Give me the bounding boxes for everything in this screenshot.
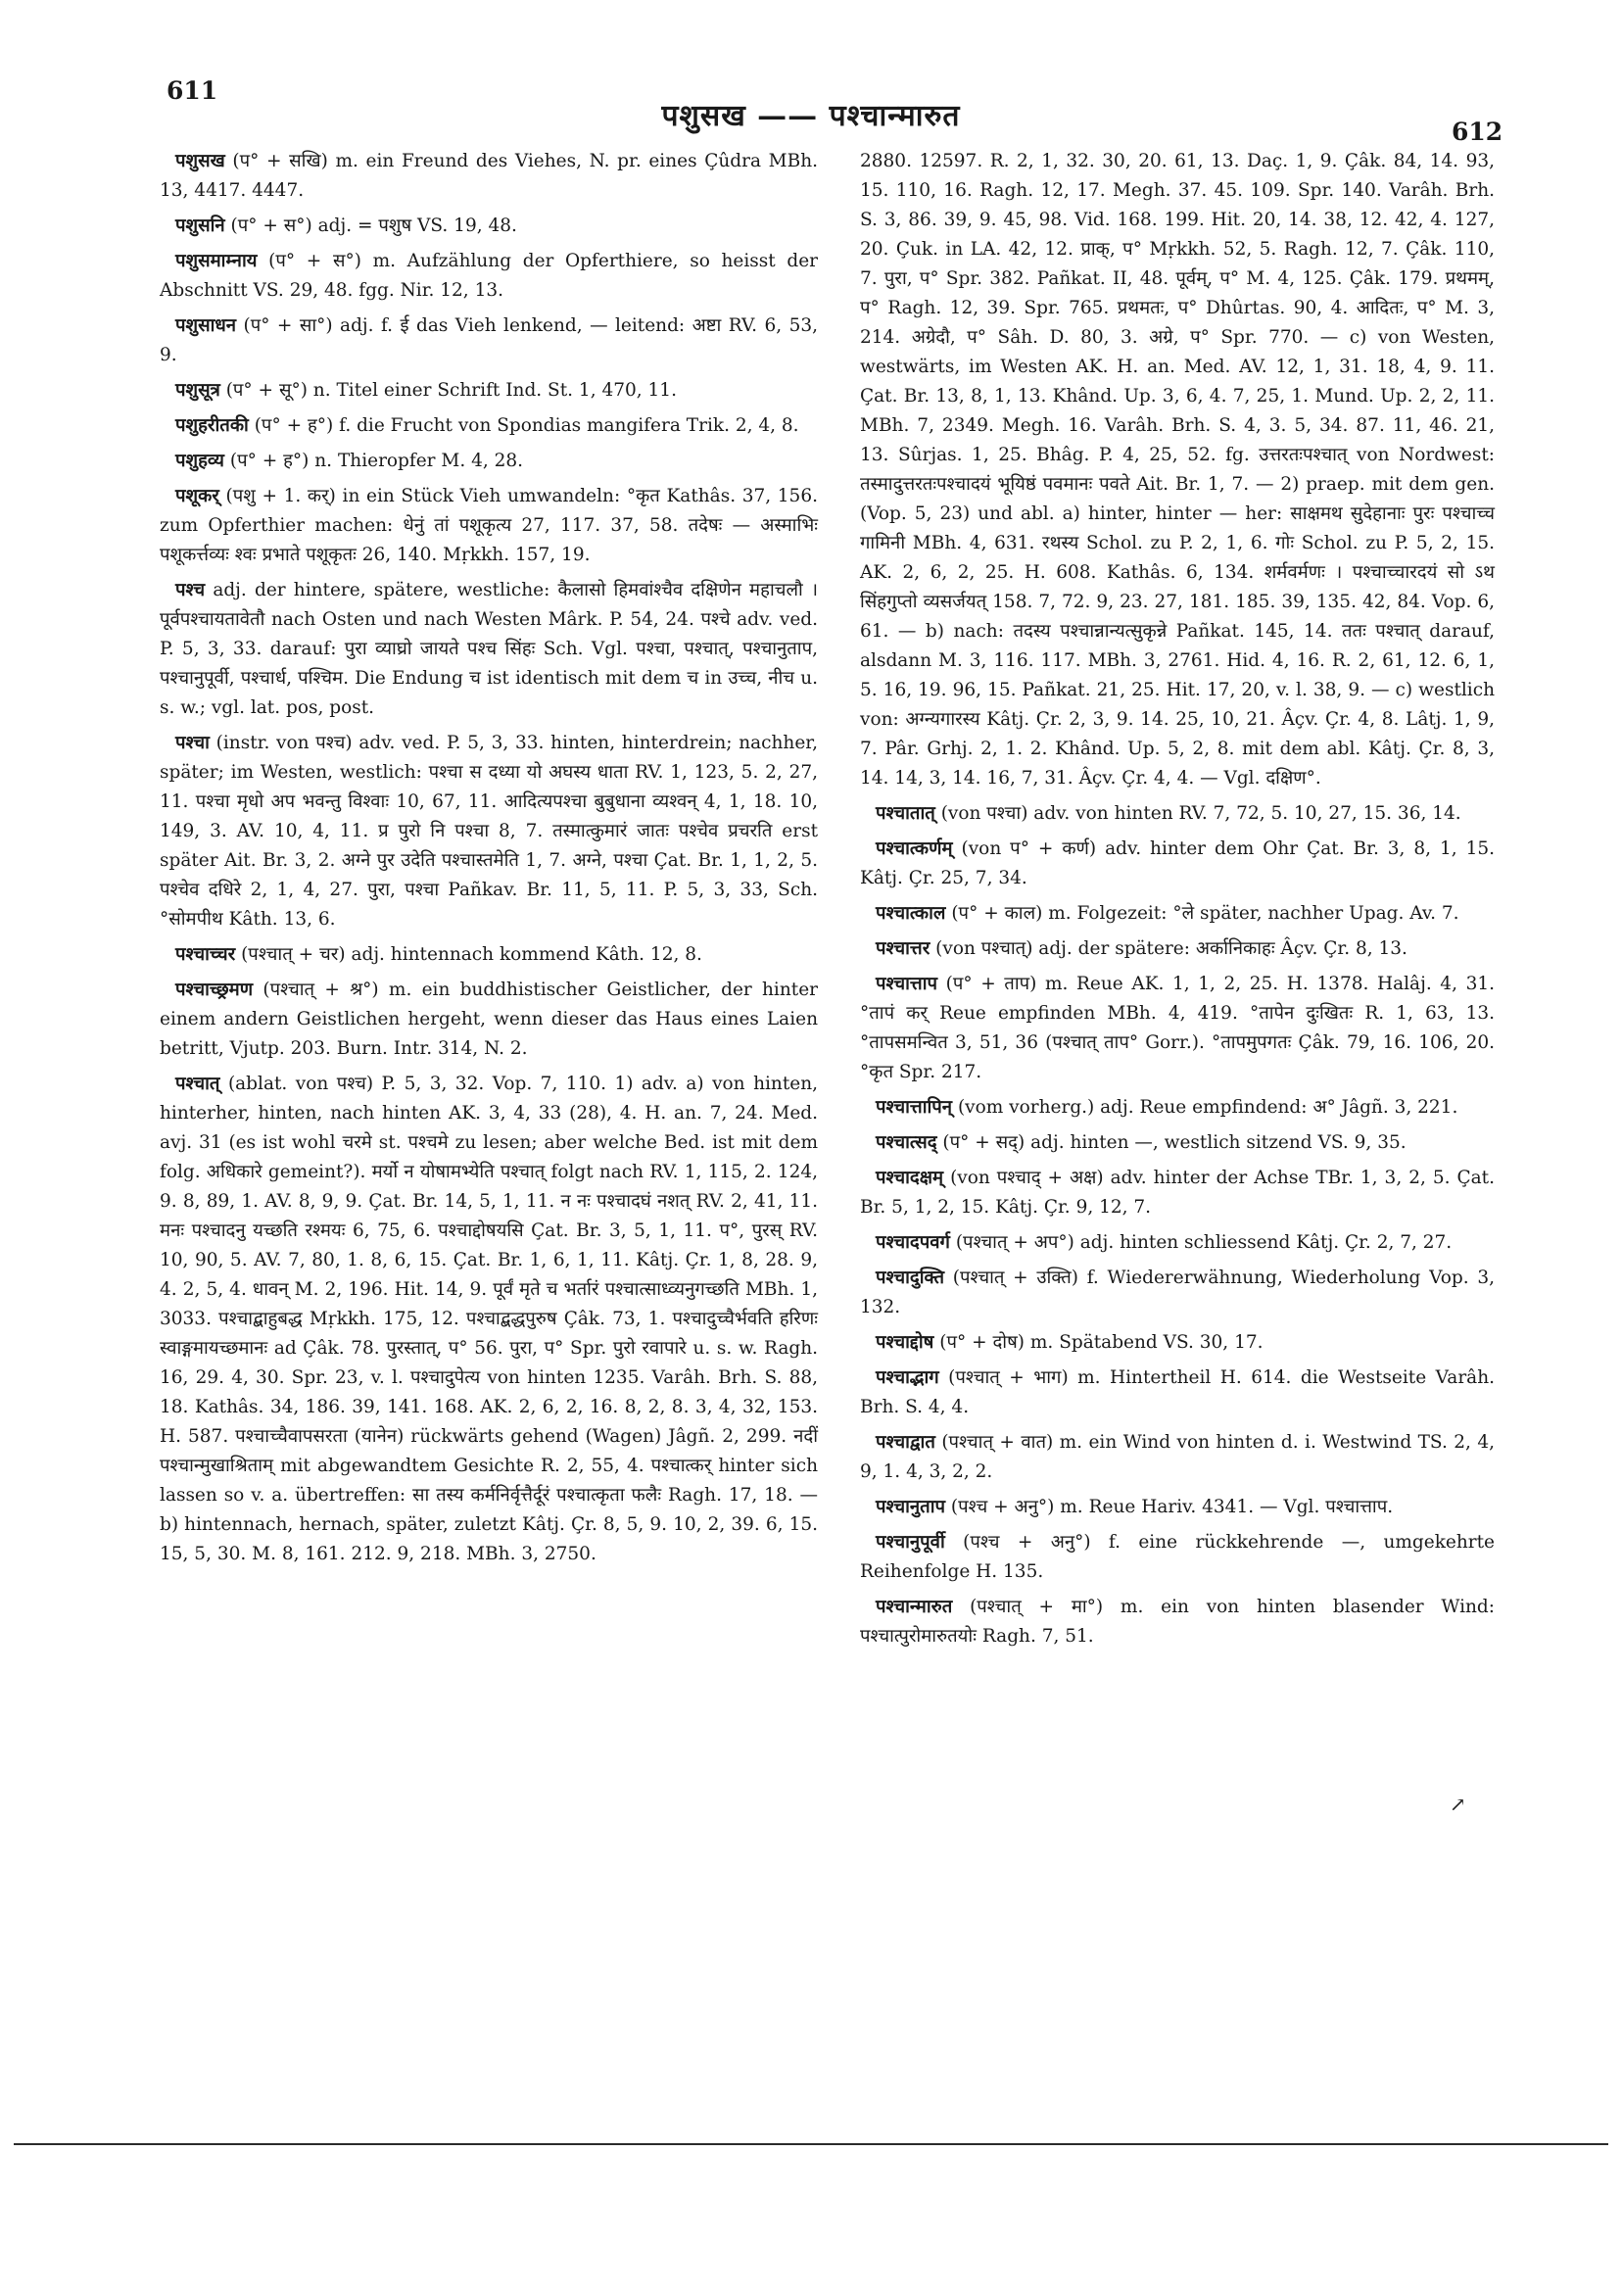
- entry-headword: पश्चातात्: [876, 803, 935, 824]
- entry-headword: पश्च: [175, 580, 206, 600]
- entry-headword: पश्चाच्चर: [175, 944, 236, 965]
- dictionary-entry: [860, 1528, 1495, 1587]
- page-number-left: 611: [167, 76, 218, 105]
- entry-definition: (पश्चात् + चर) adj. hintennach kommend Kâth. 12, 8.: [241, 944, 702, 965]
- dictionary-entry: [160, 940, 818, 970]
- entry-headword: पश्चात्सद्: [876, 1132, 937, 1153]
- dictionary-entry: [160, 976, 818, 1064]
- entry-definition: (von पश्चात्) adj. der spätere: अर्कानिकाहः Âçv. Çr. 8, 13.: [935, 938, 1407, 959]
- dictionary-entry: [160, 447, 818, 476]
- dictionary-entry: [860, 1128, 1495, 1158]
- entry-headword: पश्चात्: [175, 1074, 220, 1094]
- left-column: [160, 147, 818, 1575]
- dictionary-entry: [860, 147, 1495, 793]
- entry-headword: पश्चाच्छ्रमण: [175, 980, 254, 1000]
- entry-definition: (प° + सद्) adj. hinten —, westlich sitzend VS. 9, 35.: [942, 1132, 1407, 1153]
- dictionary-entry: [860, 835, 1495, 893]
- dictionary-entry: [860, 1264, 1495, 1322]
- dictionary-entry: [160, 311, 818, 370]
- entry-headword: पशुसख: [175, 151, 225, 171]
- dictionary-entry: [160, 212, 818, 241]
- page-number-right: 612: [1452, 118, 1503, 146]
- entry-headword: पशुसमाम्नाय: [175, 251, 258, 271]
- entry-definition: adj. der hintere, spätere, westliche: कैलासो हिमवांश्चैव दक्षिणेन महाचलौ । पूर्वपश्चायतावेतौ nach Osten und nach Westen Mârk. P. 54, 24. पश्चे adv. ved. P. 5, 3, 33. darauf: पुरा व्याघ्रो जायते पश्च सिंहः Sch. Vgl. पश्चा, पश्चात्, पश्चानुताप, पश्चानुपूर्वी, पश्चार्ध, पश्चिम. Die Endung च ist identisch mit dem च in उच्च, नीच u. s. w.; vgl. lat. pos, post.: [160, 580, 819, 718]
- entry-definition: (von पश्चा) adv. von hinten RV. 7, 72, 5. 10, 27, 15. 36, 14.: [940, 803, 1461, 824]
- dictionary-entry: [860, 799, 1495, 829]
- dictionary-entry: [860, 1428, 1495, 1487]
- dictionary-entry: [860, 970, 1495, 1087]
- dictionary-entry: [860, 1363, 1495, 1422]
- margin-mark: ↗: [1450, 1793, 1466, 1816]
- entry-definition: (प° + दोष) m. Spätabend VS. 30, 17.: [939, 1332, 1264, 1353]
- entry-definition: (प° + स°) adj. = पशुष VS. 19, 48.: [230, 215, 517, 236]
- footer-rule: [14, 2143, 1608, 2145]
- entry-headword: पश्चाद्भाग: [876, 1367, 939, 1388]
- entry-definition: (von पश्चाद् + अक्ष) adv. hinter der Achse TBr. 1, 3, 2, 5. Çat. Br. 5, 1, 2, 15. Kâtj. Çr. 9, 12, 7.: [860, 1168, 1495, 1218]
- entry-headword: पशुसनि: [175, 215, 225, 236]
- entry-headword: पश्चानुताप: [876, 1497, 946, 1517]
- entry-headword: पश्चात्ताप: [876, 974, 937, 994]
- entry-headword: पश्चात्तर: [876, 938, 930, 959]
- entry-definition: (vom vorherg.) adj. Reue empfindend: अ° Jâgñ. 3, 221.: [957, 1097, 1458, 1118]
- entry-headword: पश्चाद्वात: [876, 1432, 935, 1453]
- entry-definition: (पश्च + अनु°) f. eine rückkehrende —, umgekehrte Reihenfolge H. 135.: [860, 1532, 1495, 1582]
- dictionary-entry: [860, 1093, 1495, 1123]
- entry-definition: (von प° + कर्ण) adv. hinter dem Ohr Çat. Br. 3, 8, 1, 15. Kâtj. Çr. 25, 7, 34.: [860, 838, 1495, 888]
- entry-definition: (प° + काल) m. Folgezeit: °ले später, nachher Upag. Av. 7.: [951, 903, 1459, 924]
- entry-definition: (प° + ताप) m. Reue AK. 1, 1, 2, 25. H. 1378. Halâj. 4, 31. °तापं कर् Reue empfinden MBh. 4, 419. °तापेन दुःखितः R. 1, 63, 13. °तापसमन्वित 3, 51, 36 (पश्चात् ताप° Gorr.). °तापमुपगतः Çâk. 79, 16. 106, 20. °कृत Spr. 217.: [860, 974, 1495, 1082]
- entry-headword: पश्चादक्षम्: [876, 1168, 944, 1188]
- entry-headword: पश्चाद्दोष: [876, 1332, 934, 1353]
- entry-definition: (प° + सा°) adj. f. ई das Vieh lenkend, — leitend: अष्टा RV. 6, 53, 9.: [160, 315, 819, 365]
- entry-definition: (प° + ह°) f. die Frucht von Spondias mangifera Trik. 2, 4, 8.: [254, 415, 799, 436]
- dictionary-entry: [160, 411, 818, 441]
- entry-definition: (instr. von पश्च) adv. ved. P. 5, 3, 33. hinten, hinterdrein; nachher, später; im Westen, westlich: पश्चा स दध्या यो अघस्य धाता RV. 1, 123, 5. 2, 27, 11. पश्चा मृधो अप भवन्तु विश्वाः 10, 67, 11. आदित्यपश्चा बुबुधाना व्यश्वन् 4, 1, 18. 10, 149, 3. AV. 10, 4, 11. प्र पुरो नि पश्चा 8, 7. तस्मात्कुमारं जातः पश्चेव प्रचरति erst später Ait. Br. 3, 2. अग्ने पुर उदेति पश्चास्तमेति 1, 7. अग्ने, पश्चा Çat. Br. 1, 1, 2, 5. पश्चेव दधिरे 2, 1, 4, 27. पुरा, पश्चा Pañkav. Br. 11, 5, 11. P. 5, 3, 33, Sch. °सोमपीथ Kâth. 13, 6.: [160, 733, 818, 930]
- entry-headword: पशुहरीतकी: [175, 415, 249, 436]
- entry-headword: पश्चादुक्ति: [876, 1268, 944, 1288]
- dictionary-entry: [860, 1328, 1495, 1358]
- entry-definition: (पश्चात् + भाग) m. Hintertheil H. 614. die Westseite Varâh. Brh. S. 4, 4.: [860, 1367, 1495, 1417]
- dictionary-entry: [860, 934, 1495, 964]
- entry-headword: पश्चानुपूर्वी: [876, 1532, 945, 1553]
- dictionary-entry: [160, 482, 818, 570]
- entry-headword: पशुसूत्र: [175, 380, 220, 401]
- entry-definition: (ablat. von पश्च) P. 5, 3, 32. Vop. 7, 110. 1) adv. a) von hinten, hinterher, hinten, nach hinten AK. 3, 4, 33 (28), 4. H. an. 7, 24. Med. avj. 31 (es ist wohl चरमे st. पश्चमे zu lesen; aber welche Bed. ist mit dem folg. अधिकारे gemeint?). मर्यो न योषामभ्येति पश्चात् folgt nach RV. 1, 115, 2. 124, 9. 8, 89, 1. AV. 8, 9, 9. Çat. Br. 14, 5, 1, 11. न नः पश्चादघं नशत् RV. 2, 41, 11. मनः पश्चादनु यच्छति रश्मयः 6, 75, 6. पश्चाद्दोषयसि Çat. Br. 3, 5, 1, 11. प°, पुरस् RV. 10, 90, 5. AV. 7, 80, 1. 8, 6, 15. Çat. Br. 1, 6, 1, 11. Kâtj. Çr. 1, 8, 28. 9, 4. 2, 5, 4. धावन् M. 2, 196. Hit. 14, 9. पूर्वं मृते च भर्तारं पश्चात्साध्व्यनुगच्छति MBh. 1, 3033. पश्चाद्बाहुबद्ध Mṛkkh. 175, 12. पश्चाद्बद्धपुरुष Çâk. 73, 1. पश्चादुच्चैर्भवति हरिणः स्वाङ्गमायच्छमानः ad Çâk. 78. पुरस्तात्, प° 56. पुरा, प° Spr. पुरो रवापारे u. s. w. Ragh. 16, 29. 4, 30. Spr. 23, v. l. पश्चादुपेत्य von hinten 1235. Varâh. Brh. S. 88, 18. Kathâs. 34, 186. 39, 141. 168. AK. 2, 6, 2, 16. 8, 2, 8. 3, 4, 32, 153. H. 587. पश्चाच्चैवापसरता (यानेन) rückwärts gehend (Wagen) Jâgñ. 2, 299. नदीं पश्चान्मुखाश्रिताम् mit abgewandtem Gesichte R. 2, 55, 4. पश्चात्कर् hinter sich lassen so v. a. übertreffen: सा तस्य कर्मनिर्वृत्तैर्दूरं पश्चात्कृता फलैः Ragh. 17, 18. — b) hintennach, hernach, später, zuletzt Kâtj. Çr. 8, 5, 9. 10, 2, 39. 6, 15. 15, 5, 30. M. 8, 161. 212. 9, 218. MBh. 3, 2750.: [160, 1074, 818, 1564]
- entry-definition: (प° + सू°) n. Titel einer Schrift Ind. St. 1, 470, 11.: [225, 380, 677, 401]
- entry-headword: पश्चान्मारुत: [876, 1597, 953, 1617]
- entry-definition: 2880. 12597. R. 2, 1, 32. 30, 20. 61, 13. Daç. 1, 9. Çâk. 84, 14. 93, 15. 110, 16. Ragh. 12, 17. Megh. 37. 45. 109. Spr. 140. Varâh. Brh. S. 3, 86. 39, 9. 45, 98. Vid. 168. 199. Hit. 20, 14. 38, 12. 42, 4. 127, 20. Çuk. in LA. 42, 12. प्राक्, प° Mṛkkh. 52, 5. Ragh. 12, 7. Çâk. 110, 7. पुरा, प° Spr. 382. Pañkat. II, 48. पूर्वम्, प° M. 4, 125. Çâk. 179. प्रथमम्, प° Ragh. 12, 39. Spr. 765. प्रथमतः, प° Dhûrtas. 90, 4. आदितः, प° M. 3, 214. अग्रेदौ, प° Sâh. D. 80, 3. अग्रे, प° Spr. 770. — c) von Westen, westwärts, im Westen AK. H. an. Med. AV. 12, 1, 31. 18, 4, 9. 11. Çat. Br. 13, 8, 1, 13. Khând. Up. 3, 6, 4. 7, 25, 1. Mund. Up. 2, 2, 11. MBh. 7, 2349. Megh. 16. Varâh. Brh. S. 4, 3. 5, 34. 87. 11, 46. 21, 13. Sûrjas. 1, 25. Bhâg. P. 4, 25, 52. fg. उत्तरतःपश्चात् von Nordwest: तस्मादुत्तरतःपश्चादयं भूयिष्ठं पवमानः पवते Ait. Br. 1, 7. — 2) praep. mit dem gen. (Vop. 5, 23) und abl. a) hinter, hinter — her: साक्षमथ सुदेहानाः पुरः पश्चाच्च गामिनी MBh. 4, 631. रथस्य Schol. zu P. 2, 1, 6. गोः Schol. zu P. 5, 2, 15. AK. 2, 6, 2, 25. H. 608. Kathâs. 6, 134. शर्मवर्मणः । पश्चाच्चारदयं सो ऽथ सिंहगुप्तो व्यसर्जयत् 158. 7, 72. 9, 23. 27, 181. 185. 39, 135. 42, 84. Vop. 6, 61. — b) nach: तदस्य पश्चान्नान्यत्सुकृन्ने Pañkat. 145, 14. ततः पश्चात् darauf, alsdann M. 3, 116. 117. MBh. 3, 2761. Hid. 4, 16. R. 2, 61, 12. 6, 1, 5. 16, 19. 96, 15. Pañkat. 21, 25. Hit. 17, 20, v. l. 38, 9. — c) westlich von: अग्न्यगारस्य Kâtj. Çr. 2, 3, 9. 14. 25, 10, 21. Âçv. Çr. 4, 8. Lâtj. 1, 9, 7. Pâr. Grhj. 2, 1. 2. Khând. Up. 5, 2, 8. mit dem abl. Kâtj. Çr. 8, 3, 14. 14, 3, 14. 16, 7, 31. Âçv. Çr. 4, 4. — Vgl. दक्षिण°.: [860, 151, 1495, 789]
- entry-headword: पशूकर्: [175, 486, 219, 506]
- entry-definition: (प° + स°) m. Aufzählung der Opferthiere, so heisst der Abschnitt VS. 29, 48. fgg. Nir. 12, 13.: [160, 251, 818, 301]
- entry-definition: (प° + सखि) m. ein Freund des Viehes, N. pr. eines Çûdra MBh. 13, 4417. 4447.: [160, 151, 818, 201]
- entry-definition: (पश्चात् + मा°) m. ein von hinten blasender Wind: पश्चात्पुरोमारुतयोः Ragh. 7, 51.: [860, 1597, 1495, 1647]
- dictionary-entry: [160, 1070, 818, 1569]
- entry-definition: (प° + ह°) n. Thieropfer M. 4, 28.: [229, 451, 524, 471]
- dictionary-entry: [160, 247, 818, 306]
- entry-headword: पशुहव्य: [175, 451, 224, 471]
- dictionary-entry: [860, 1493, 1495, 1522]
- dictionary-entry: [860, 1228, 1495, 1258]
- dictionary-entry: [860, 1164, 1495, 1222]
- right-column: [860, 147, 1495, 1657]
- entry-definition: (पश्चात् + उक्ति) f. Wiedererwähnung, Wiederholung Vop. 3, 132.: [860, 1268, 1495, 1317]
- entry-headword: पश्चात्तापिन्: [876, 1097, 953, 1118]
- dictionary-entry: [160, 576, 818, 723]
- dictionary-entry: [860, 899, 1495, 929]
- entry-definition: (पशु + 1. कर्) in ein Stück Vieh umwandeln: °कृत Kathâs. 37, 156. zum Opferthier machen: धेनुं तां पशूकृत्य 27, 117. 37, 58. तदेषः — अस्माभिः पशूकर्त्तव्यः श्वः प्रभाते पशूकृतः 26, 140. Mṛkkh. 157, 19.: [160, 486, 818, 565]
- entry-headword: पश्चा: [175, 733, 210, 753]
- entry-definition: (पश्चात् + श्र°) m. ein buddhistischer Geistlicher, der hinter einem andern Geistlichen hergeht, wenn dieser das Haus eines Laien betritt, Vjutp. 203. Burn. Intr. 314, N. 2.: [160, 980, 818, 1059]
- entry-headword: पश्चात्कर्णम्: [876, 838, 953, 859]
- entry-headword: पश्चादपवर्ग: [876, 1232, 950, 1253]
- dictionary-entry: [860, 1593, 1495, 1651]
- dictionary-entry: [160, 147, 818, 206]
- dictionary-entry: [160, 376, 818, 406]
- entry-headword: पशुसाधन: [175, 315, 237, 336]
- entry-headword: पश्चात्काल: [876, 903, 946, 924]
- running-head: पशुसख —— पश्चान्मारुत: [661, 99, 961, 133]
- dictionary-entry: [160, 729, 818, 934]
- entry-definition: (पश्चात् + अप°) adj. hinten schliessend Kâtj. Çr. 2, 7, 27.: [955, 1232, 1453, 1253]
- entry-definition: (पश्च + अनु°) m. Reue Hariv. 4341. — Vgl. पश्चात्ताप.: [950, 1497, 1394, 1517]
- entry-definition: (पश्चात् + वात) m. ein Wind von hinten d. i. Westwind TS. 2, 4, 9, 1. 4, 3, 2, 2.: [860, 1432, 1495, 1482]
